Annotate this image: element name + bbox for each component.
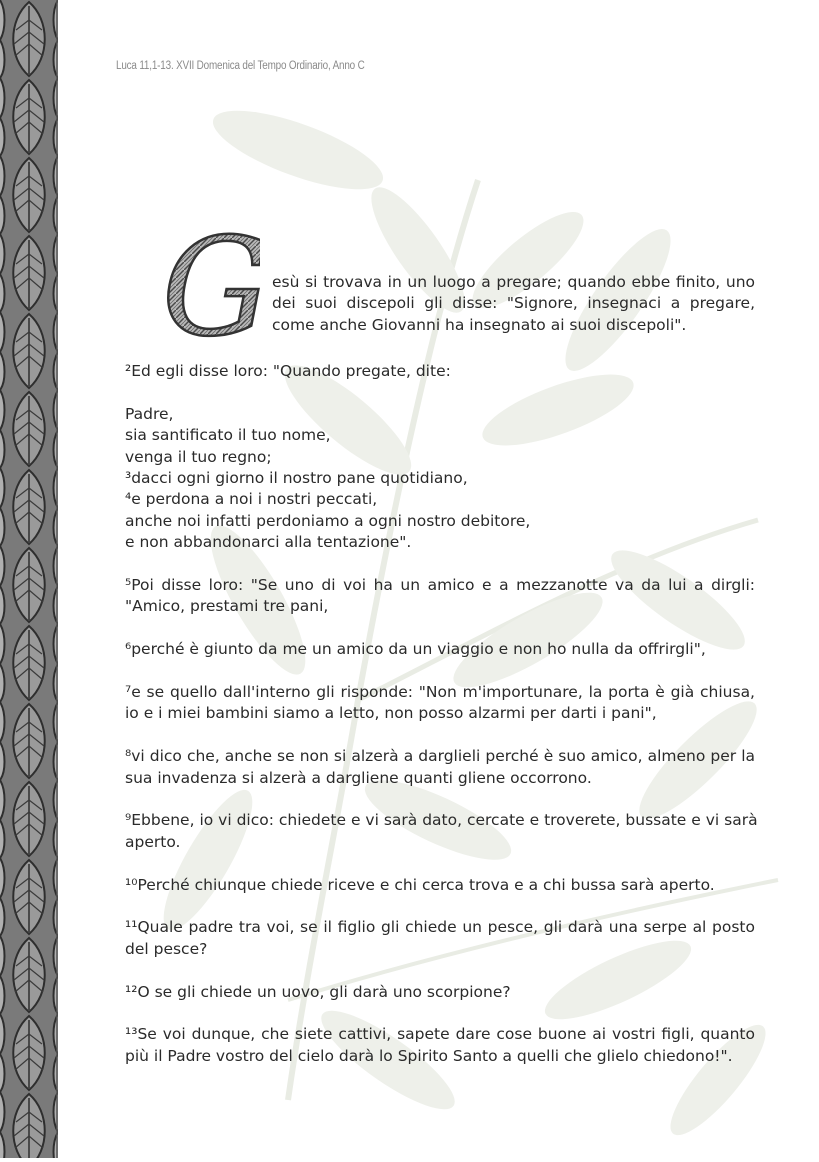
prayer-line	[125, 404, 755, 425]
verse-number: ¹²	[125, 982, 138, 1001]
verse-line	[125, 1046, 755, 1067]
verse-number: ¹⁰	[125, 875, 138, 894]
intro-line: come anche Giovanni ha insegnato ai suoi discepoli".	[272, 315, 687, 334]
prayer-line	[125, 532, 755, 553]
verse-text: perché è giunto da me un amico da un viaggio e non ho nulla da offrirgli",	[131, 640, 706, 659]
intro-paragraph	[272, 272, 755, 336]
prayer-line	[125, 489, 755, 510]
verse-text: "Amico, prestami tre pani,	[125, 597, 329, 616]
decorative-leaf-border	[0, 0, 58, 1158]
verse-number: ⁵	[125, 576, 132, 595]
verse-line	[125, 746, 755, 767]
verse-text: aperto.	[125, 832, 181, 851]
prayer-line	[125, 425, 755, 446]
verse-text: Poi disse loro: "Se uno di voi ha un amico e a mezzanotte va da lui a dirgli:	[131, 576, 755, 595]
prayer-line	[125, 447, 755, 468]
verse-text: ⁴e perdona a noi i nostri peccati,	[125, 490, 378, 509]
verse-paragraph	[125, 1024, 755, 1067]
verse-paragraph	[125, 917, 755, 960]
intro-line: dei suoi discepoli gli disse: "Signore, insegnaci a pregare,	[272, 294, 755, 313]
verse-text: e se quello dall'interno gli risponde: "Non m'importunare, la porta è già chiusa,	[131, 683, 755, 702]
verse-paragraph	[125, 361, 755, 382]
verse-line	[125, 917, 755, 938]
verse-line	[125, 810, 758, 831]
verse-number: ⁶	[125, 640, 132, 659]
prayer-line	[125, 511, 755, 532]
verse-number: ¹³	[125, 1025, 138, 1044]
verse-text: sua invadenza si alzerà a dargliene quanti gliene occorrono.	[125, 768, 592, 787]
prayer-line	[125, 468, 755, 489]
verse-line	[125, 982, 755, 1003]
verse-line	[125, 939, 755, 960]
verse-line	[125, 1024, 755, 1045]
verse-text: Ebbene, io vi dico: chiedete e vi sarà dato, cercate e troverete, bussate e vi sarà	[131, 811, 758, 830]
verse-text: Quale padre tra voi, se il figlio gli chiede un pesce, gli darà una serpe al posto	[137, 918, 755, 937]
verse-text: venga il tuo regno;	[125, 447, 272, 466]
verse-text: Ed egli disse loro: "Quando pregate, dite:	[131, 362, 451, 380]
verse-number: ⁷	[125, 683, 132, 702]
verse-text: anche noi infatti perdoniamo a ogni nostro debitore,	[125, 511, 531, 530]
verse-paragraph	[125, 982, 755, 1003]
verse-line	[125, 703, 755, 724]
verse-text: Perché chiunque chiede riceve e chi cerca trova e a chi bussa sarà aperto.	[137, 875, 715, 894]
dropcap-glyph: G	[162, 222, 260, 342]
verse-text: Padre,	[125, 404, 174, 423]
verse-text: del pesce?	[125, 939, 208, 958]
verse-text: vi dico che, anche se non si alzerà a darglieli perché è suo amico, almeno per la	[131, 747, 755, 766]
verse-number: ⁹	[125, 811, 132, 830]
verse-paragraph	[125, 639, 755, 660]
verse-text: io e i miei bambini siamo a letto, non posso alzarmi per darti i pani",	[125, 704, 657, 723]
verse-text: ³dacci ogni giorno il nostro pane quotidiano,	[125, 469, 468, 488]
verse-paragraph	[125, 875, 755, 896]
verse-line	[125, 768, 755, 789]
verse-text: O se gli chiede un uovo, gli darà uno scorpione?	[137, 982, 511, 1001]
gospel-body	[125, 361, 758, 1089]
verse-paragraph	[125, 810, 758, 853]
verse-text: più il Padre vostro del cielo darà lo Spirito Santo a quelli che glielo chiedono!".	[125, 1046, 733, 1065]
verse-number: ¹¹	[125, 918, 138, 937]
verse-line	[125, 361, 755, 382]
prayer-block	[125, 404, 755, 554]
header-reference: Luca 11,1-13. XVII Domenica del Tempo Ordinario, Anno C	[116, 60, 365, 72]
verse-paragraph	[125, 682, 755, 725]
verse-text: sia santificato il tuo nome,	[125, 426, 331, 445]
verse-text: Se voi dunque, che siete cattivi, sapete dare cose buone ai vostri figli, quanto	[137, 1025, 755, 1044]
verse-line	[125, 682, 755, 703]
verse-text: e non abbandonarci alla tentazione".	[125, 533, 412, 552]
dropcap-letter	[160, 222, 260, 342]
verse-line	[125, 596, 755, 617]
verse-paragraph	[125, 575, 755, 618]
verse-line	[125, 832, 755, 853]
verse-paragraph	[125, 746, 755, 789]
verse-line	[125, 875, 755, 896]
verse-line	[125, 575, 755, 596]
verse-line	[125, 639, 755, 660]
intro-line: esù si trovava in un luogo a pregare; quando ebbe finito, uno	[272, 273, 755, 291]
verse-number: ⁸	[125, 747, 132, 766]
verse-number: ²	[125, 362, 132, 380]
